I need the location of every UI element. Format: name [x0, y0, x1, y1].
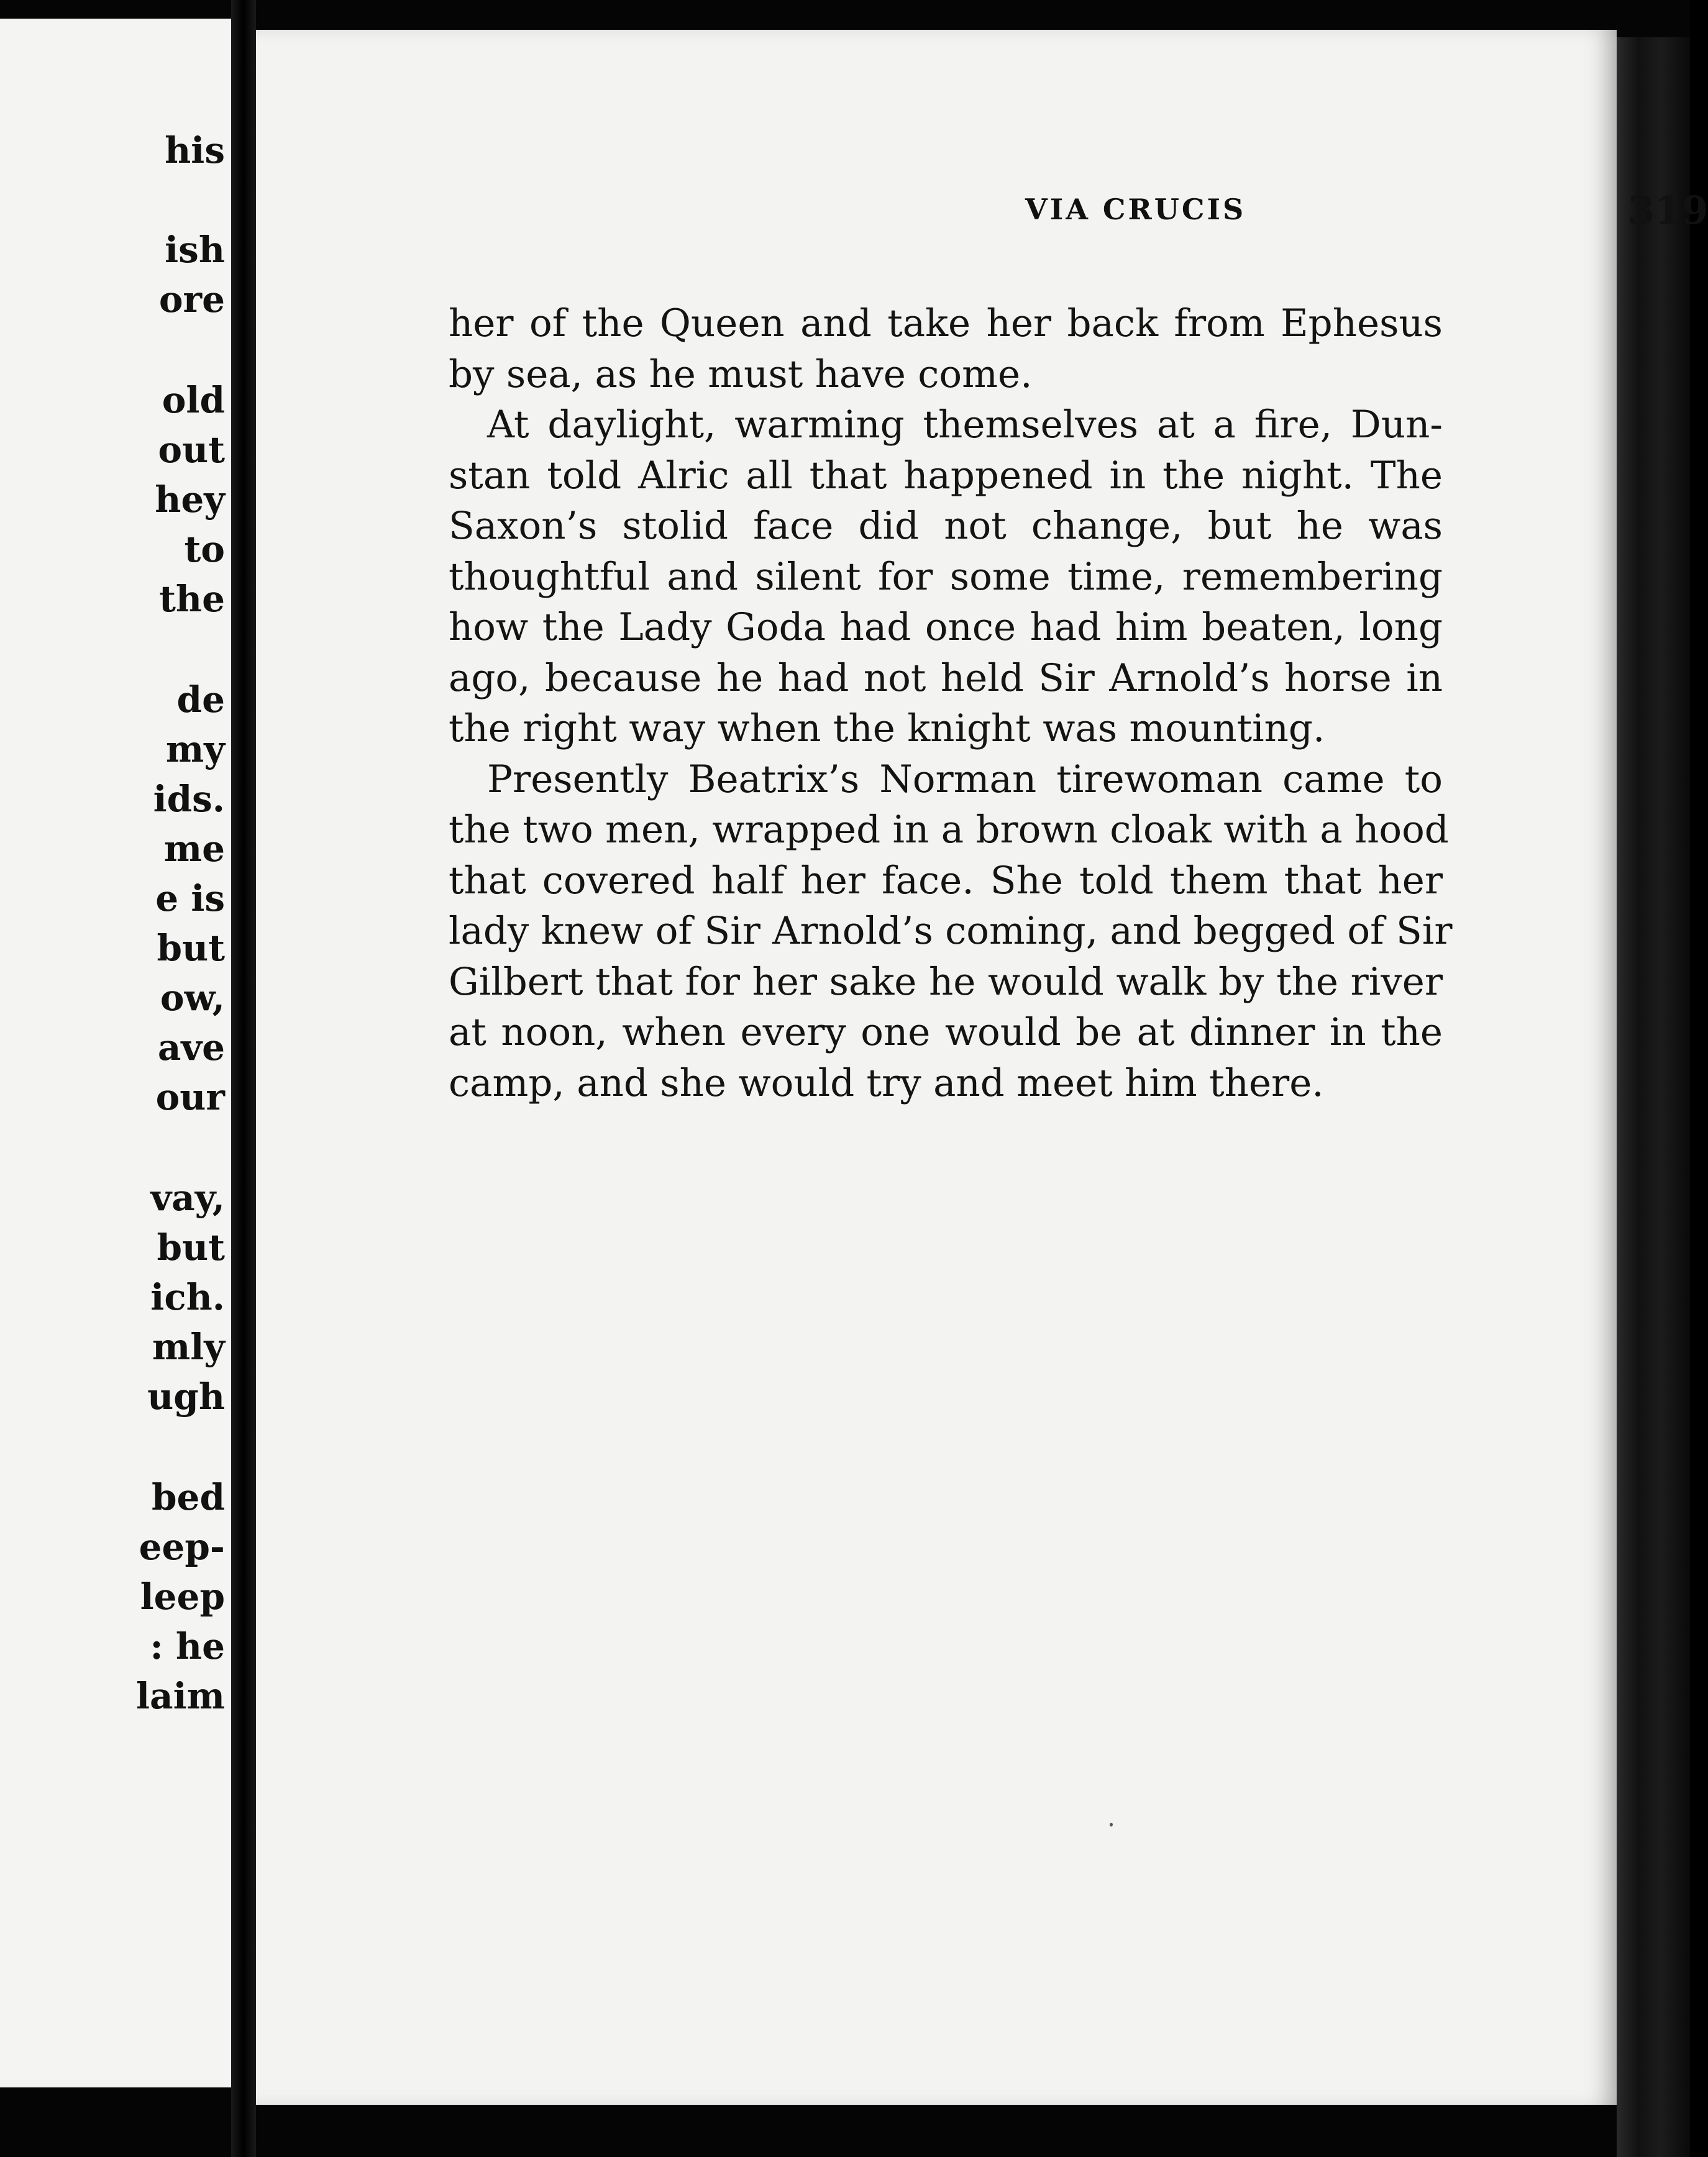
paper-speck	[1110, 1823, 1113, 1826]
facing-page-line-fragment: vay,	[150, 1177, 225, 1219]
facing-page-line-fragment: the	[159, 578, 225, 620]
text-line: by sea, as he must have come.	[449, 352, 1033, 396]
facing-page-line-fragment: : he	[150, 1625, 225, 1667]
paragraph-1	[449, 298, 1443, 399]
facing-page-line-fragment: ugh	[147, 1375, 225, 1418]
facing-page-line-fragment: hey	[155, 478, 225, 521]
text-line: stan told Alric all that happened in the night. The	[449, 453, 1443, 498]
facing-page-line-fragment: me	[163, 828, 225, 870]
text-line: at noon, when every one would be at dinner in the	[449, 1010, 1443, 1054]
facing-page-line-fragment: ow,	[160, 977, 225, 1019]
facing-page-line-fragment: ave	[157, 1026, 225, 1069]
text-line: the right way when the knight was mounting.	[449, 706, 1325, 750]
page-319	[256, 30, 1708, 2105]
facing-page-line-fragment: ish	[165, 229, 225, 271]
text-line: ago, because he had not held Sir Arnold’s horse in	[449, 655, 1443, 700]
text-line: the two men, wrapped in a brown cloak with a hood	[449, 808, 1449, 852]
text-line: how the Lady Goda had once had him beaten, long	[449, 605, 1443, 649]
facing-page-line-fragment: bed	[151, 1476, 225, 1518]
text-line: that covered half her face. She told them that her	[449, 858, 1443, 903]
facing-page-line-fragment: but	[157, 1226, 225, 1269]
facing-page-line-fragment: eep-	[139, 1526, 225, 1568]
facing-page-line-fragment: ore	[158, 278, 225, 321]
page-edge-right	[1617, 37, 1690, 2157]
paragraph-3	[449, 754, 1453, 1109]
text-line: Saxon’s stolid face did not change, but he was	[449, 504, 1443, 548]
facing-page-line-fragment: leep	[140, 1576, 225, 1618]
facing-page-line-fragment: his	[165, 129, 225, 171]
facing-page-left	[0, 19, 231, 2087]
facing-page-line-fragment: to	[184, 528, 225, 570]
facing-page-line-fragment: our	[155, 1076, 225, 1118]
facing-page-line-fragment: e is	[155, 877, 225, 919]
text-line: At daylight, warming themselves at a fire, Dun-	[487, 403, 1443, 447]
facing-page-line-fragment: old	[162, 379, 225, 421]
text-line: camp, and she would try and meet him there.	[449, 1060, 1324, 1105]
facing-page-line-fragment: ids.	[153, 778, 225, 820]
facing-page-line-fragment: ich.	[150, 1276, 225, 1318]
facing-page-line-fragment: out	[158, 429, 225, 471]
facing-page-line-fragment: my	[165, 728, 225, 770]
facing-page-line-fragment: laim	[135, 1675, 225, 1717]
text-line: her of the Queen and take her back from Ephesus	[449, 301, 1443, 345]
text-line: lady knew of Sir Arnold’s coming, and begged of Sir	[449, 909, 1453, 953]
facing-page-line-fragment: de	[176, 678, 225, 721]
page-number: 319	[1628, 188, 1708, 233]
text-line: thoughtful and silent for some time, remembering	[449, 554, 1443, 599]
text-line: Presently Beatrix’s Norman tirewoman came to	[487, 757, 1443, 801]
body-text	[449, 298, 1453, 1108]
facing-page-line-fragment: mly	[152, 1326, 225, 1368]
running-title: VIA CRUCIS	[1025, 193, 1246, 226]
book-gutter	[231, 0, 256, 2157]
paragraph-2	[449, 399, 1443, 754]
facing-page-line-fragment: but	[157, 927, 225, 969]
text-line: Gilbert that for her sake he would walk by the river	[449, 959, 1443, 1004]
